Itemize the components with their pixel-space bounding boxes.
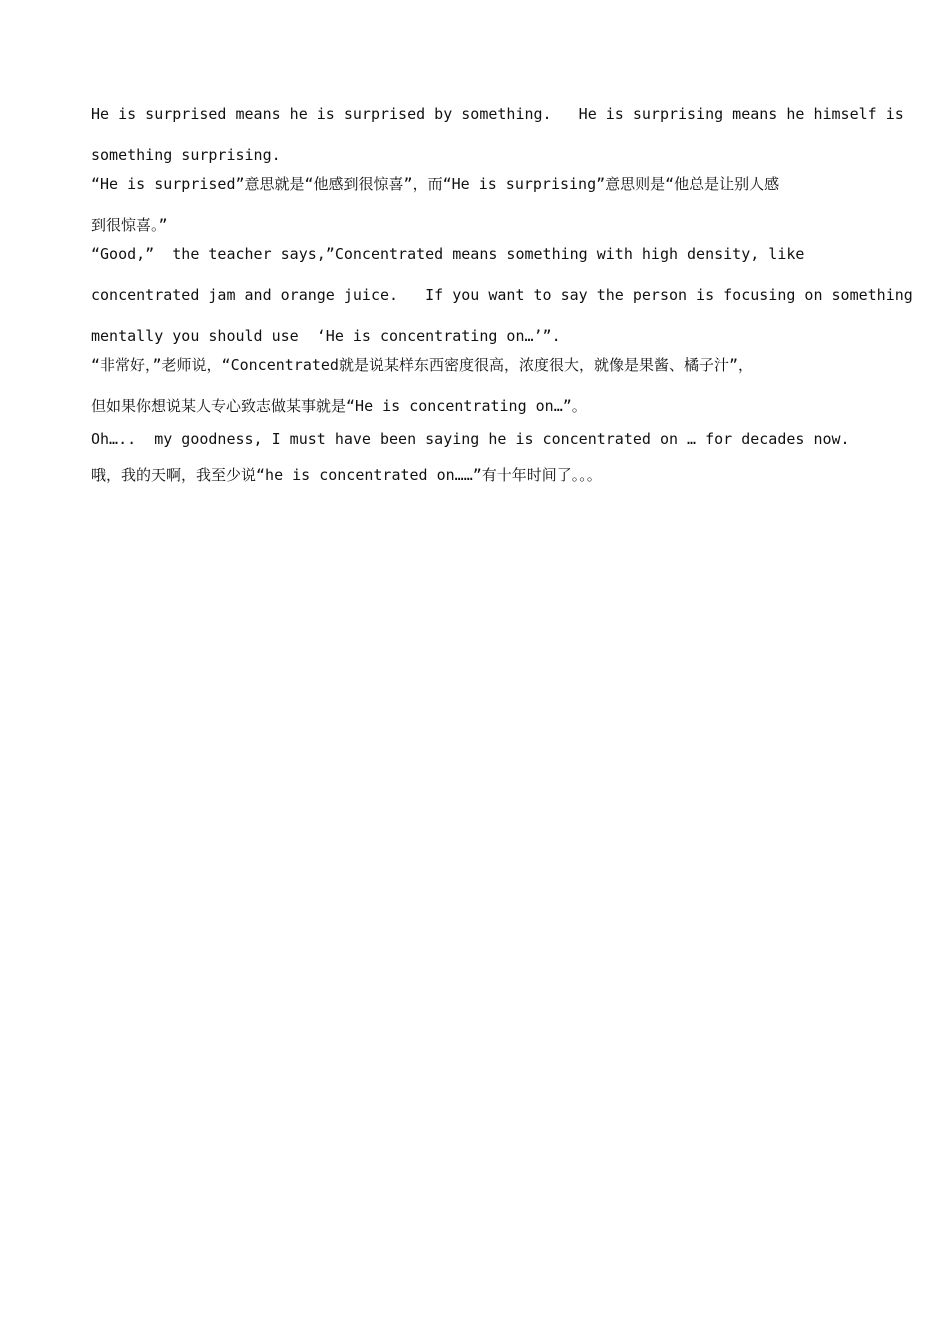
paragraph-chinese-goodness <box>91 457 861 493</box>
paragraph-chinese-concentrated <box>91 345 861 427</box>
document-body <box>91 100 913 493</box>
text-line: concentrated jam and orange juice. If you want to say the person is focusing on something <box>91 286 913 304</box>
text-line: Oh….. my goodness, I must have been saying he is concentrated on … for decades now. <box>91 430 850 448</box>
paragraph-english-concentrated <box>91 234 913 357</box>
text-line: “非常好，”老师说，“Concentrated就是说某样东西密度很高，浓度很大，就像是果酱、橘子汁”， <box>91 356 753 374</box>
text-line: 但如果你想说某人专心致志做某事就是“He is concentrating on…”。 <box>91 397 587 415</box>
paragraph-english-goodness <box>91 421 861 457</box>
text-line: 哦，我的天啊，我至少说“he is concentrated on……”有十年时间了。。。 <box>91 466 602 484</box>
text-line: 到很惊喜。” <box>91 216 168 234</box>
text-line: “He is surprised”意思就是“他感到很惊喜”，而“He is surprising”意思则是“他总是让别人感 <box>91 175 780 193</box>
text-line: He is surprised means he is surprised by something. He is surprising means he himself is <box>91 105 904 123</box>
text-line: “Good,” the teacher says,”Concentrated means something with high density, like <box>91 245 805 263</box>
text-line: mentally you should use ‘He is concentrating on…’”. <box>91 327 561 345</box>
text-line: something surprising. <box>91 146 281 164</box>
